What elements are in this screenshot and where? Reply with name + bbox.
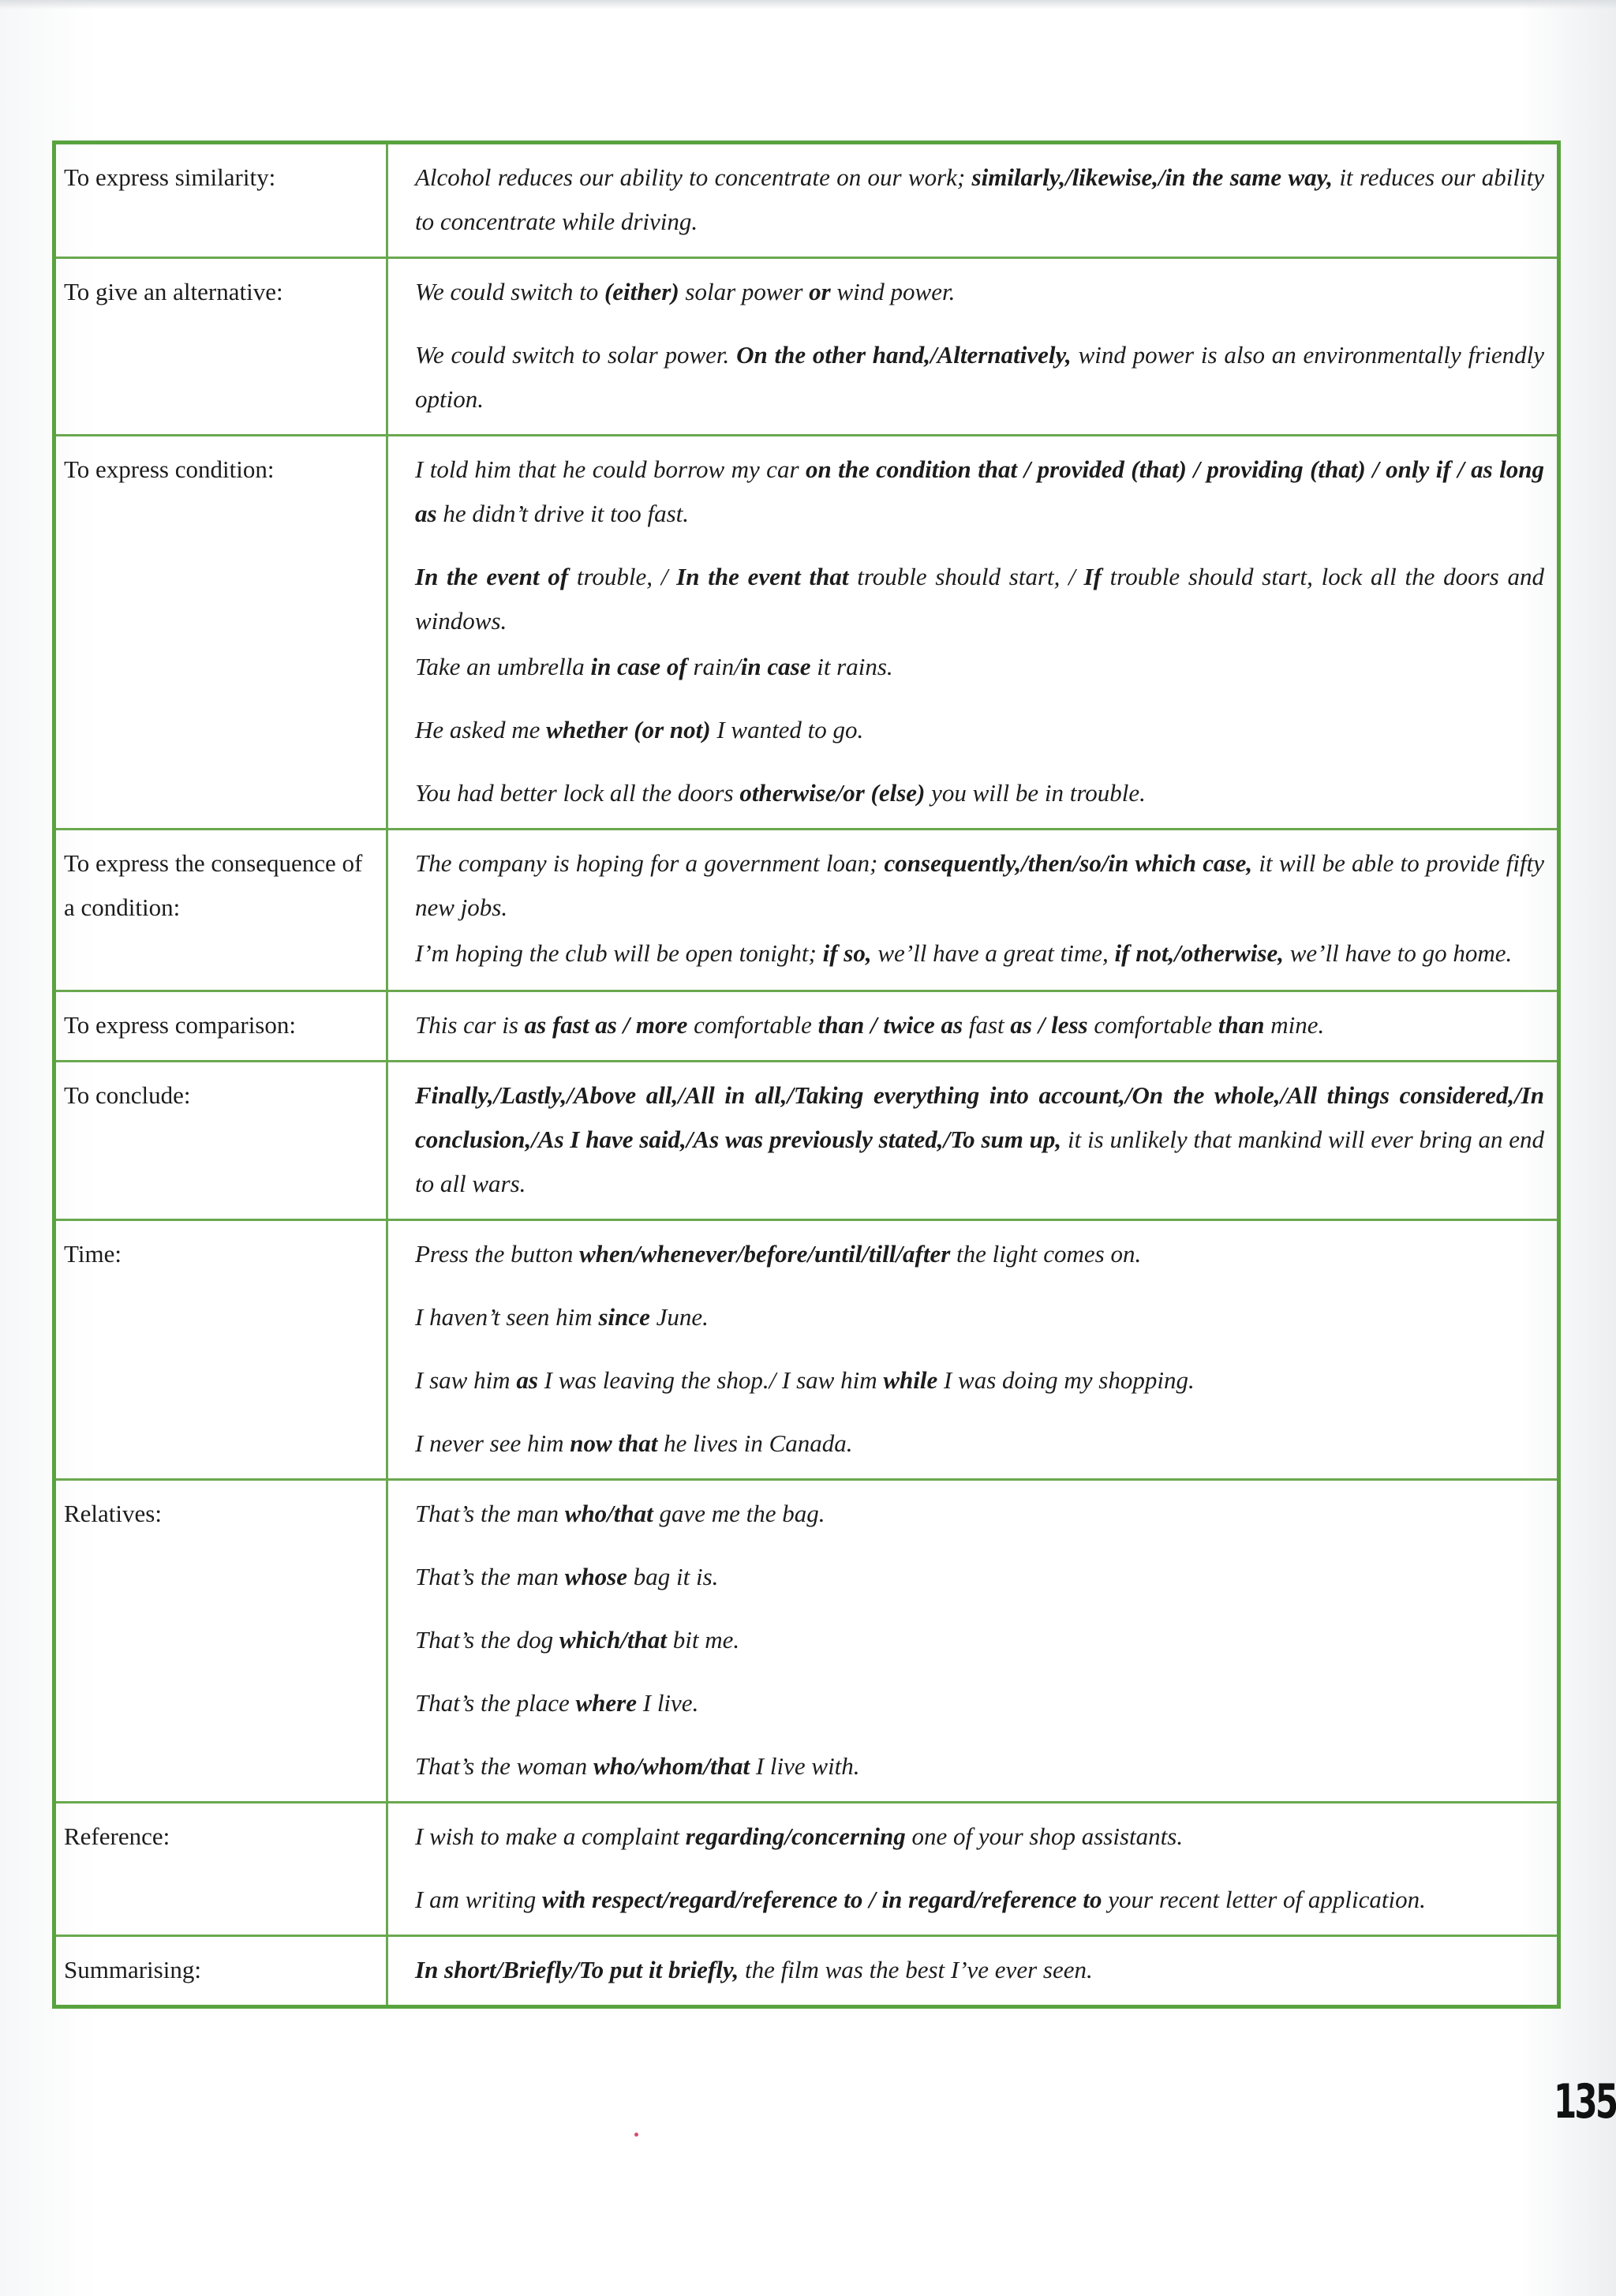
example-text: solar power (679, 278, 810, 305)
example-sentence (415, 555, 1544, 643)
linking-phrase: on the condition that / provided (that) / providing (that) / only if / as long as (415, 455, 1545, 527)
example-text: Take an umbrella (415, 653, 591, 680)
examples-cell (387, 991, 1559, 1062)
table-row (54, 258, 1559, 436)
example-text: rain/ (686, 653, 741, 680)
example-text: I was doing my shopping. (937, 1366, 1195, 1394)
example-text: fast (963, 1011, 1011, 1039)
linking-phrase: than / twice as (817, 1011, 963, 1039)
example-sentence (415, 771, 1544, 815)
examples-cell (387, 258, 1559, 436)
example-text: June. (649, 1303, 709, 1331)
example-sentence (415, 1295, 1544, 1339)
example-text: we’ll have to go home. (1283, 939, 1513, 967)
function-label: To express condition: (54, 436, 387, 830)
example-sentence (415, 155, 1544, 244)
examples-cell (387, 830, 1559, 991)
ink-dot (634, 2133, 638, 2137)
example-sentence (415, 1878, 1544, 1922)
example-sentence (415, 1948, 1544, 1992)
table-row (54, 830, 1559, 991)
example-sentence (415, 1003, 1544, 1047)
linking-phrase: If (1083, 563, 1102, 590)
example-text: trouble should start, / (848, 563, 1084, 590)
example-text: comfortable (687, 1011, 818, 1039)
example-text: you will be in trouble. (925, 779, 1146, 807)
linking-phrase: if so, (822, 939, 872, 967)
example-text: I never see him (415, 1429, 570, 1457)
example-sentence (415, 1618, 1544, 1662)
example-text: Press the button (415, 1240, 580, 1268)
function-label: To express the consequence of a condition: (54, 830, 387, 991)
example-sentence (415, 1555, 1544, 1599)
example-text: That’s the woman (415, 1752, 593, 1780)
example-text: one of your shop assistants. (905, 1822, 1184, 1850)
example-text: wind power is also an environmentally friendly option. (415, 341, 1544, 413)
table-row (54, 436, 1559, 830)
example-text: it rains. (810, 653, 893, 680)
linking-phrase: as fast as / more (524, 1011, 688, 1039)
function-label: Summarising: (54, 1936, 387, 2007)
table-row (54, 1480, 1559, 1803)
linking-phrase: similarly,/likewise,/in the same way, (971, 163, 1334, 191)
example-sentence (415, 841, 1544, 930)
example-text: I was leaving the shop./ I saw him (537, 1366, 884, 1394)
linking-phrase: when/whenever/before/until/till/after (579, 1240, 951, 1268)
linking-phrase: where (575, 1689, 637, 1717)
example-text: it will be able to provide fifty new jobs. (415, 849, 1544, 921)
linking-phrase: whether (or not) (546, 716, 711, 743)
function-label: Time: (54, 1220, 387, 1480)
linking-words-table (52, 140, 1561, 2009)
example-sentence (415, 1815, 1544, 1859)
function-label: To give an alternative: (54, 258, 387, 436)
linking-phrase: In the event that (676, 563, 849, 590)
function-label: Reference: (54, 1803, 387, 1936)
linking-phrase: consequently,/then/so/in which case, (884, 849, 1253, 877)
example-sentence (415, 931, 1544, 976)
example-text: bit me. (666, 1626, 740, 1654)
example-text: the film was the best I’ve ever seen. (739, 1956, 1093, 1983)
example-text: trouble should start, lock all the doors and windows. (415, 563, 1544, 635)
example-sentence (415, 1073, 1544, 1206)
example-text: your recent letter of application. (1102, 1886, 1426, 1913)
examples-cell (387, 1936, 1559, 2007)
example-text: The company is hoping for a government loan; (415, 849, 885, 877)
example-text: I’m hoping the club will be open tonight; (415, 939, 823, 967)
example-text: mine. (1264, 1011, 1325, 1039)
examples-cell (387, 1803, 1559, 1936)
example-text: I am writing (415, 1886, 543, 1913)
table-body (54, 143, 1559, 2007)
example-sentence (415, 270, 1544, 314)
linking-phrase: which/that (559, 1626, 667, 1654)
example-sentence (415, 708, 1544, 752)
table-row (54, 1062, 1559, 1220)
example-text: comfortable (1087, 1011, 1218, 1039)
example-text: I live with. (750, 1752, 860, 1780)
example-text: it is unlikely that mankind will ever bring an end to all wars. (415, 1126, 1545, 1197)
table-row (54, 1220, 1559, 1480)
linking-phrase: On the other hand,/Alternatively, (736, 341, 1072, 369)
example-text: That’s the man (415, 1563, 565, 1590)
example-text: wind power. (830, 278, 956, 305)
function-label: To express similarity: (54, 143, 387, 258)
example-text: We could switch to (415, 278, 604, 305)
example-sentence (415, 1232, 1544, 1276)
example-sentence (415, 333, 1544, 421)
linking-phrase: otherwise/or (else) (739, 779, 926, 807)
examples-cell (387, 1220, 1559, 1480)
linking-phrase: with respect/regard/reference to / in regard/reference to (542, 1886, 1102, 1913)
example-sentence (415, 645, 1544, 689)
linking-phrase: as / less (1010, 1011, 1088, 1039)
function-label: To conclude: (54, 1062, 387, 1220)
linking-phrase: (either) (604, 278, 679, 305)
example-text: That’s the place (415, 1689, 576, 1717)
linking-phrase: In short/Briefly/To put it briefly, (415, 1956, 739, 1983)
linking-phrase: who/that (564, 1500, 653, 1527)
linking-phrase: or (809, 278, 831, 305)
linking-phrase: in case (740, 653, 811, 680)
example-text: This car is (415, 1011, 525, 1039)
linking-phrase: as (516, 1366, 538, 1394)
example-text: That’s the man (415, 1500, 565, 1527)
page-number: 135 (1553, 2074, 1616, 2129)
linking-phrase: In the event of (415, 563, 569, 590)
linking-phrase: who/whom/that (593, 1752, 750, 1780)
linking-phrase: regarding/concerning (685, 1822, 906, 1850)
examples-cell (387, 1062, 1559, 1220)
example-sentence (415, 1358, 1544, 1403)
example-text: We could switch to solar power. (415, 341, 737, 369)
example-text: I wish to make a complaint (415, 1822, 686, 1850)
example-sentence (415, 1681, 1544, 1725)
linking-phrase: whose (564, 1563, 628, 1590)
function-label: Relatives: (54, 1480, 387, 1803)
example-text: we’ll have a great time, (871, 939, 1115, 967)
example-text: it reduces our ability to concentrate while driving. (415, 163, 1544, 235)
example-text: He asked me (415, 716, 547, 743)
examples-cell (387, 143, 1559, 258)
example-text: trouble, / (568, 563, 677, 590)
table-row (54, 143, 1559, 258)
example-text: Alcohol reduces our ability to concentrate on our work; (415, 163, 972, 191)
example-text: he lives in Canada. (657, 1429, 853, 1457)
example-sentence (415, 448, 1544, 536)
scan-edge-shadow (0, 0, 1616, 9)
example-sentence (415, 1492, 1544, 1536)
example-text: That’s the dog (415, 1626, 559, 1654)
example-text: he didn’t drive it too fast. (436, 500, 690, 527)
example-text: bag it is. (627, 1563, 719, 1590)
linking-phrase: since (598, 1303, 650, 1331)
table-row (54, 991, 1559, 1062)
example-text: gave me the bag. (653, 1500, 825, 1527)
linking-phrase: in case of (590, 653, 687, 680)
example-text: I told him that he could borrow my car (415, 455, 806, 483)
table-row (54, 1803, 1559, 1936)
examples-cell (387, 1480, 1559, 1803)
linking-phrase: while (883, 1366, 938, 1394)
example-text: You had better lock all the doors (415, 779, 740, 807)
linking-phrase: than (1218, 1011, 1265, 1039)
example-sentence (415, 1744, 1544, 1788)
example-text: I saw him (415, 1366, 517, 1394)
example-sentence (415, 1421, 1544, 1466)
linking-phrase: Finally,/Lastly,/Above all,/All in all,/Taking everything into account,/On the whole,/All things considered,/In conclusion,/As I have said,/As was previously stated,/To sum up, (415, 1081, 1544, 1153)
example-text: I haven’t seen him (415, 1303, 599, 1331)
example-text: the light comes on. (950, 1240, 1142, 1268)
example-text: I live. (637, 1689, 699, 1717)
linking-phrase: if not,/otherwise, (1114, 939, 1284, 967)
linking-phrase: now that (570, 1429, 658, 1457)
example-text: I wanted to go. (710, 716, 864, 743)
table-row (54, 1936, 1559, 2007)
examples-cell (387, 436, 1559, 830)
function-label: To express comparison: (54, 991, 387, 1062)
